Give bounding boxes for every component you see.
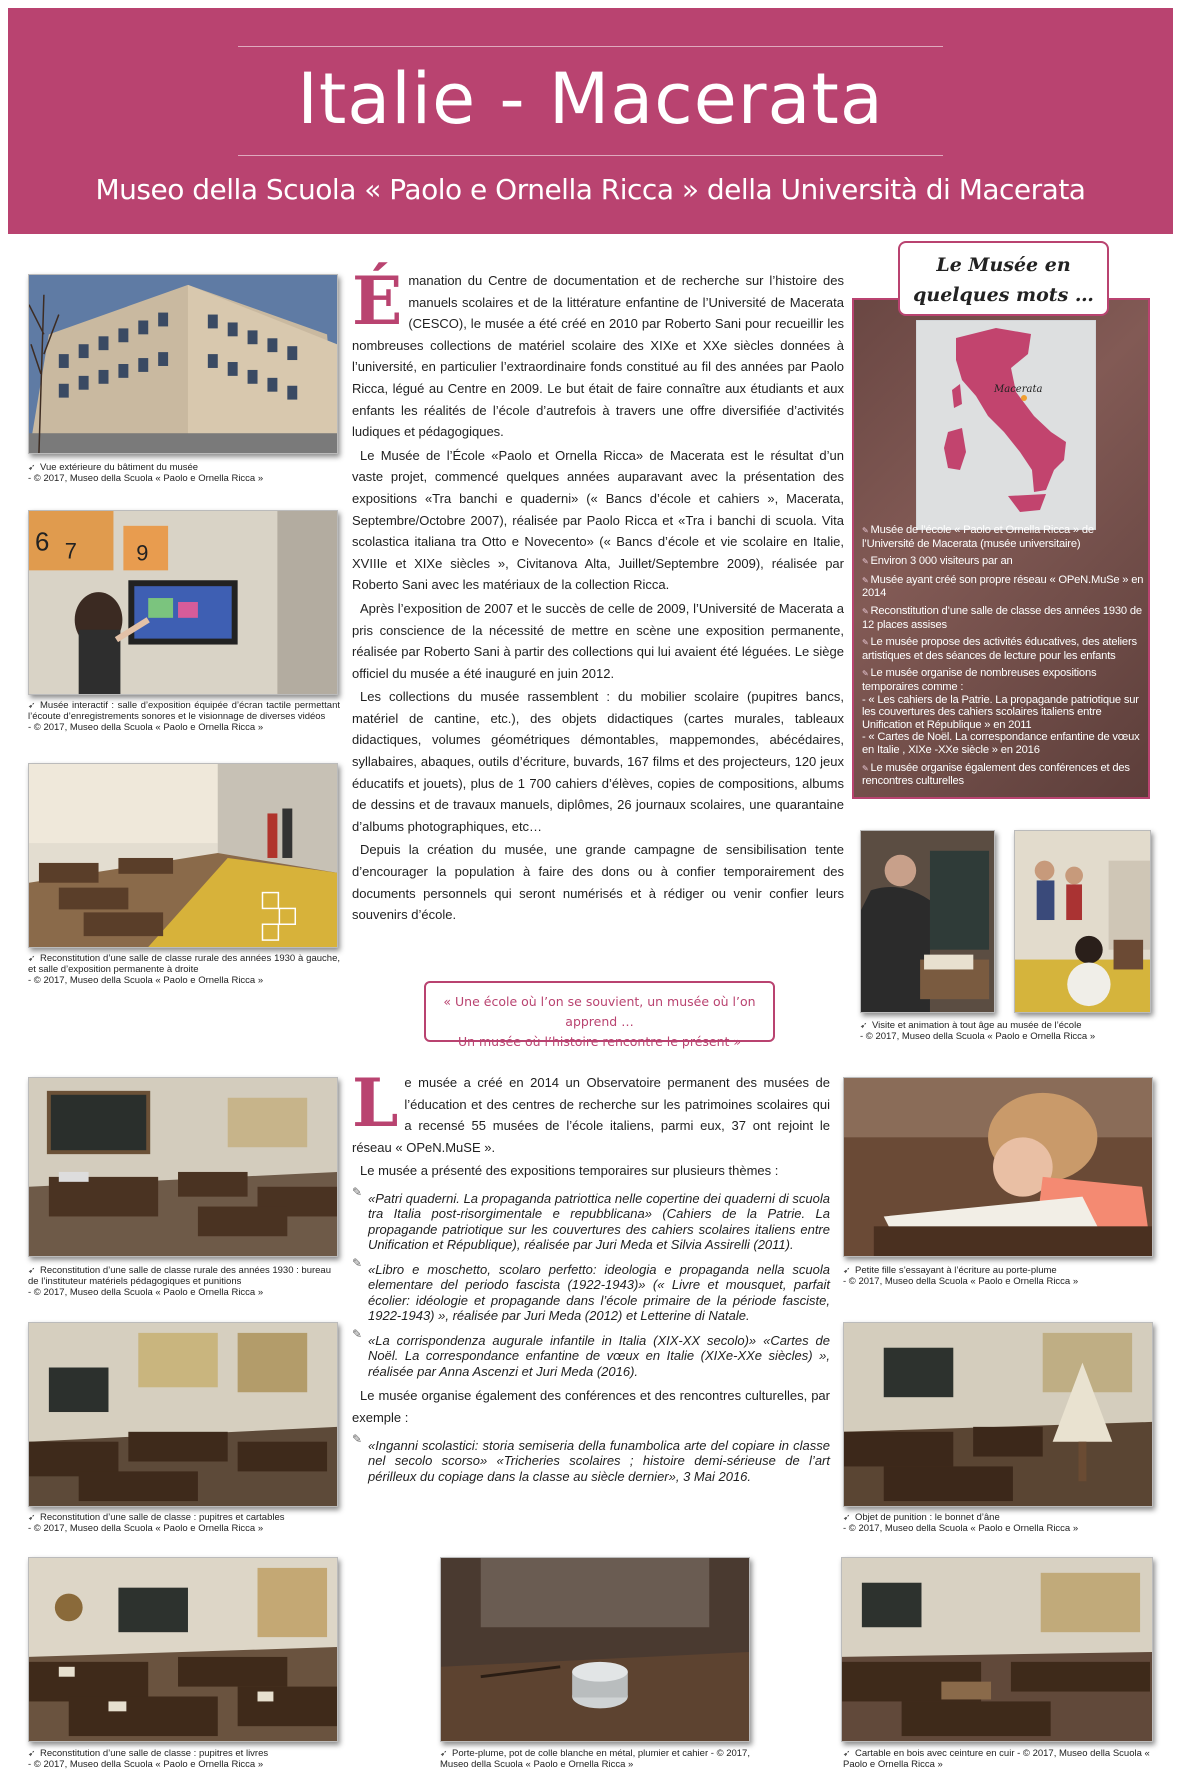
facts-list xyxy=(862,524,1144,793)
caption-teacher-desk: ➹ Reconstitution d’une salle de classe rurale des années 1930 : bureau de l’instituteur matériels pédagogiques et punitions - © 2017, Museo della Scuola « Paolo e Ornella Ricca » xyxy=(28,1265,331,1298)
second-paragraph-3: Le musée organise également des conférences et des rencontres culturelles, par exemple : xyxy=(352,1388,830,1426)
pointer-icon: ➹ xyxy=(28,953,36,963)
pointer-icon: ➹ xyxy=(28,700,36,710)
photo-visit-children xyxy=(1014,830,1151,1013)
header-rule-top xyxy=(238,46,943,47)
pen-icon: ✎ xyxy=(862,638,869,648)
photo-pen-glue xyxy=(440,1557,750,1742)
pointer-icon: ➹ xyxy=(28,462,36,472)
pen-icon: ✎ xyxy=(862,557,869,567)
photo-dunce-cap xyxy=(843,1322,1153,1507)
intro-paragraph-4: Les collections du musée rassemblent : du mobilier scolaire (pupitres bancs, matériel de cantine, etc.), des objets didactiques (cartes murales, tableaux didactiques, volumes géométriques démontables, mappemondes, abécédaires, syllabaires, abaques, outils d’écriture, buvards, 167 films et des projecteurs, 120 jeux éducatifs et jouets), plus de 1 700 cahiers d’élèves, copies de compositions, albums de dessins et de travaux manuels, diplômes, 26 journaux scolaires, une quarantaine d’albums photographiques, etc… xyxy=(352,689,844,834)
photo-desks-books xyxy=(28,1557,338,1742)
fact-item: ✎ Musée de l’école « Paolo et Ornella Ricca » de l’Université de Macerata (musée universitaire) xyxy=(862,524,1094,550)
header-banner xyxy=(8,8,1173,234)
pointer-icon: ➹ xyxy=(843,1748,851,1758)
caption-pen-glue: ➹ Porte-plume, pot de colle blanche en métal, plumier et cahier - © 2017, Museo della Scuola « Paolo e Ornella Ricca » xyxy=(440,1748,750,1770)
photo-interactive-room xyxy=(28,510,338,695)
pointer-icon: ➹ xyxy=(860,1020,868,1030)
pen-icon: ✎ xyxy=(352,1431,363,1446)
caption-rural-classroom: ➹ Reconstitution d’une salle de classe rurale des années 1930 à gauche, et salle d’exposition permanente à droite - © 2017, Museo della Scuola « Paolo e Ornella Ricca » xyxy=(28,953,340,986)
fact-item: ✎ Le musée organise également des conférences et des rencontres culturelles xyxy=(862,761,1130,788)
conference-item-1: ✎ «Inganni scolastici: storia semiseria della funambolica arte del copiare in classe nel secolo scorso» «Tricheries scolaires ; histoire demi-sérieuse de l’art périlleux du copiage dans la classe au siècle dernier», 3 Mai 2016. xyxy=(352,1431,830,1484)
pen-icon: ✎ xyxy=(862,763,869,773)
page-subtitle: Museo della Scuola « Paolo e Ornella Ricca » della Università di Macerata xyxy=(95,173,1086,206)
pen-icon: ✎ xyxy=(862,526,869,535)
caption-desks-satchels: ➹ Reconstitution d’une salle de classe : pupitres et cartables - © 2017, Museo della Scuola « Paolo e Ornella Ricca » xyxy=(28,1512,285,1534)
photo-museum-exterior xyxy=(28,274,338,454)
pen-icon: ✎ xyxy=(352,1326,363,1341)
pointer-icon: ➹ xyxy=(28,1748,36,1758)
header-rule-bottom xyxy=(238,155,943,156)
pen-icon: ✎ xyxy=(862,606,869,616)
pointer-icon: ➹ xyxy=(440,1748,448,1758)
second-paragraph-1: Le musée a créé en 2014 un Observatoire permanent des musées de l’éducation et des centres de recherche sur les patrimoines scolaires qui a recensé 55 musées de l’école italiens, parmi eux, 37 ont rejoint le réseau « OPeN.MuSE ». xyxy=(352,1064,830,1155)
pen-icon: ✎ xyxy=(352,1184,363,1199)
photo-wooden-satchel xyxy=(841,1557,1153,1742)
page-title: Italie - Macerata xyxy=(297,58,884,140)
pointer-icon: ➹ xyxy=(28,1265,36,1275)
pen-icon: ✎ xyxy=(352,1255,363,1270)
pointer-icon: ➹ xyxy=(843,1265,851,1275)
svg-text:6: 6 xyxy=(34,528,50,557)
intro-paragraph-5: Depuis la création du musée, une grande campagne de sensibilisation tente d’encourager la population à faire des dons ou à confier temporairement des documents personnels qui seront numérisés et à rédiger ou venir confier leurs souvenirs d’école. xyxy=(352,842,844,923)
quote-box xyxy=(424,981,775,1049)
dropcap-l: L xyxy=(352,1064,399,1142)
caption-visit: ➹ Visite et animation à tout âge au musée de l’école - © 2017, Museo della Scuola « Paolo e Ornella Ricca » xyxy=(860,1020,1096,1042)
photo-visit-adults xyxy=(860,830,995,1013)
intro-paragraph-3: Après l’exposition de 2007 et le succès de celle de 2009, l’Université de Macerata a pris conscience de la nécessité de mettre en scène une exposition permanente, réalisée par Roberto Sani à partir des collections qui lui avaient été léguées. Le siège officiel du musée a été inauguré en juin 2012. xyxy=(352,600,844,681)
expo-item-1: ✎ «Patri quaderni. La propaganda patriottica nelle copertine dei quaderni di scuola tra Italia post-risorgimentale e repubblicana» (Cahiers de la Patrie. La propagande patriotique sur les couvertures des cahiers scolaires italiens entre Unification et République), réalisée par Juri Meda et Silvia Assirelli (2011). xyxy=(352,1184,830,1253)
fact-item: ✎ Le musée propose des activités éducatives, des ateliers artistiques et des séances de lecture pour les enfants xyxy=(862,636,1137,662)
expo-item-3: ✎ «La corrispondenza augurale infantile in Italia (XIX-XX secolo)» «Cartes de Noël. La correspondance enfantine de vœux en Italie (XIXe-XXe siècles) », réalisée par Anna Ascenzi et Juri Meda (2016). xyxy=(352,1326,830,1379)
photo-desks-satchels xyxy=(28,1322,338,1507)
caption-wooden-satchel: ➹ Cartable en bois avec ceinture en cuir - © 2017, Museo della Scuola « Paolo e Ornella Ricca » xyxy=(843,1748,1150,1770)
photo-girl-writing xyxy=(843,1077,1153,1257)
sidebar-tag xyxy=(898,241,1109,316)
sidebar-tag-line-1: Le Musée en xyxy=(936,254,1071,276)
map-label-macerata: Macerata xyxy=(994,384,1043,395)
fact-item: ✎ Musée ayant créé son propre réseau « OPeN.MuSe » en 2014 xyxy=(862,573,1144,600)
caption-girl-writing: ➹ Petite fille s’essayant à l’écriture au porte-plume - © 2017, Museo della Scuola « Paolo e Ornella Ricca » xyxy=(843,1265,1079,1287)
svg-text:9: 9 xyxy=(136,540,149,566)
quote-line-2: Un musée où l’histoire rencontre le présent » xyxy=(457,1034,742,1049)
pen-icon: ✎ xyxy=(862,575,869,585)
dropcap-e: É xyxy=(352,262,403,340)
fact-item: ✎ Reconstitution d’une salle de classe des années 1930 de 12 places assises xyxy=(862,604,1142,631)
expo-item-2: ✎ «Libro e moschetto, scolaro perfetto: ideologia e propaganda nella scuola elementare del periodo fascista (1922-1943)» (« Livre et mousquet, parfait écolier: idéologie et propagande dans l’école primaire de la période fasciste, 1922-1943) », réalisée par Juri Meda (2012) et Letterine di Natale. xyxy=(352,1255,830,1324)
intro-text xyxy=(352,262,844,928)
sidebar-tag-line-2: quelques mots … xyxy=(913,284,1094,306)
second-text xyxy=(352,1064,830,1484)
quote-line-1: « Une école où l’on se souvient, un musée où l’on apprend … xyxy=(443,994,756,1029)
caption-dunce-cap: ➹ Objet de punition : le bonnet d’âne - © 2017, Museo della Scuola « Paolo e Ornella Ricca » xyxy=(843,1512,1079,1534)
italy-map xyxy=(916,320,1096,530)
fact-item: ✎ Environ 3 000 visiteurs par an xyxy=(862,555,1013,568)
photo-rural-classroom xyxy=(28,763,338,948)
photo-teacher-desk xyxy=(28,1077,338,1257)
caption-desks-books: ➹ Reconstitution d’une salle de classe : pupitres et livres - © 2017, Museo della Scuola « Paolo e Ornella Ricca » xyxy=(28,1748,269,1770)
pointer-icon: ➹ xyxy=(28,1512,36,1522)
caption-interactive-room: ➹ Musée interactif : salle d’exposition équipée d’écran tactile permettant l’écoute d’enregistrements sonores et le visionnage de diverses vidéos - © 2017, Museo della Scuola « Paolo e Ornella Ricca » xyxy=(28,700,340,733)
pen-icon: ✎ xyxy=(862,669,869,679)
pointer-icon: ➹ xyxy=(843,1512,851,1522)
second-paragraph-2: Le musée a présenté des expositions temporaires sur plusieurs thèmes : xyxy=(360,1163,779,1179)
intro-paragraph-1: Émanation du Centre de documentation et de recherche sur l’histoire des manuels scolaires et de la littérature enfantine de l’Université de Macerata (CESCO), le musée a été créé en 2010 par Roberto Sani pour recueillir les nombreuses collections de matériel scolaire des XIXe et XXe siècles données à l’université, en particulier l’extraordinaire fonds constitué au fil des années par Paolo Ricca, légué au Centre en 2009. Le but était de faire connaître aux étudiants et aux enfants les réalités de l’école d’autrefois à travers une offre diversifiée d’activités ludiques et pédagogiques. xyxy=(352,262,844,440)
caption-museum-exterior: ➹ Vue extérieure du bâtiment du musée - © 2017, Museo della Scuola « Paolo e Ornella Ricca » xyxy=(28,462,264,484)
intro-paragraph-2: Le Musée de l’École «Paolo et Ornella Ricca» de Macerata est le résultat d’un vaste projet, commencé quelques années auparavant avec la présentation des expositions «Tra banchi e quaderni» (« Bancs d’école et cahiers », Macerata, Septembre/Octobre 2007), réalisée par Paolo Ricca et «Tra i banchi di scuola. Vita scolastica italiana tra Otto e Novecento» (« Bancs d’école et vie scolaire en Italie, XVIIIe et XIXe siècles », Civitanova Alta, Juillet/Septembre 2009), réalisée par Roberto Sani avec les matériaux de la collection Ricca. xyxy=(352,447,844,593)
sidebar-facts-panel xyxy=(852,298,1150,799)
svg-text:7: 7 xyxy=(64,538,77,564)
fact-item: ✎ Le musée organise de nombreuses expositions temporaires comme : - « Les cahiers de la Patrie. La propagande patriotique sur les couvertures des cahiers scolaires italiens entre Unification et République » en 2011 - « Cartes de Noël. La correspondance enfantine de vœux en Italie , XIXe -XXe siècle » en 2016 xyxy=(862,667,1140,756)
